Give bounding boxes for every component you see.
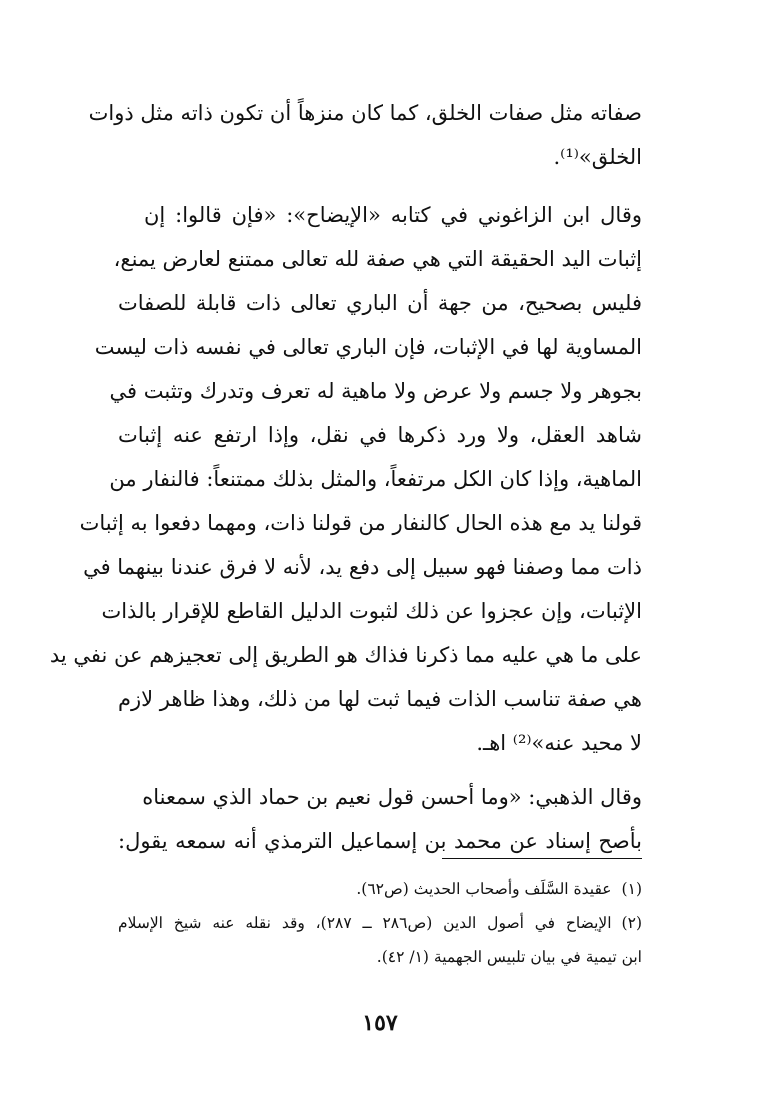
body-line: الماهية، وإذا كان الكل مرتفعاً، والمثل بذلك ممتنعاً: فالنفار من [109,467,642,491]
paragraph-start-line: وقال الذهبي: «وما أحسن قول نعيم بن حماد الذي سمعناه [142,785,642,809]
body-line: ذات مما وصفنا فهو سبيل إلى دفع يد، لأنه لا فرق عندنا بينهما في [83,555,642,579]
footnote-number: (١) [621,880,642,898]
body-line: شاهد العقل، ولا ورد ذكرها في نقل، وإذا ارتفع عنه إثبات [118,423,642,447]
body-line: بجوهر ولا جسم ولا عرض ولا ماهية له تعرف وتدرك وتثبت في [109,379,642,403]
body-line: الخلق»⁽¹⁾. [553,145,642,169]
body-line: لا محيد عنه»⁽²⁾ اهـ. [476,731,642,755]
body-line: على ما هي عليه مما ذكرنا فذاك هو الطريق إلى تعجيزهم عن نفي يد [49,643,642,667]
paragraph-start-line: وقال ابن الزاغوني في كتابه «الإيضاح»: «فإن قالوا: إن [144,203,642,227]
footnote-text: عقيدة السَّلَف وأصحاب الحديث (ص٦٢). [356,880,612,898]
footnote-text: الإيضاح في أصول الدين (ص٢٨٦ ــ ٢٨٧)، وقد نقله عنه شيخ الإسلام [118,914,612,932]
footnote-separator [442,858,642,859]
footnote-2 [118,910,642,936]
footnote-number: (٢) [621,914,642,932]
body-line: فليس بصحيح، من جهة أن الباري تعالى ذات قابلة للصفات [118,291,642,315]
body-line: بأصح إسناد عن محمد بن إسماعيل الترمذي أنه سمعه يقول: [118,829,642,853]
body-line: قولنا يد مع هذه الحال كالنفار من قولنا ذات، ومهما دفعوا به إثبات [79,511,642,535]
page-number: ١٥٧ [362,1010,398,1036]
body-line: إثبات اليد الحقيقة التي هي صفة لله تعالى ممتنع لعارض يمنع، [113,247,642,271]
footnote-1 [118,876,642,902]
body-line: صفاته مثل صفات الخلق، كما كان منزهاً أن تكون ذاته مثل ذوات [88,101,642,125]
body-line: المساوية لها في الإثبات، فإن الباري تعالى في نفسه ذات ليست [94,335,642,359]
body-line: الإثبات، وإن عجزوا عن ذلك لثبوت الدليل القاطع للإقرار بالذات [101,599,642,623]
body-line: هي صفة تناسب الذات فيما ثبت لها من ذلك، وهذا ظاهر لازم [118,687,642,711]
footnote-2-continuation: ابن تيمية في بيان تلبيس الجهمية (١/ ٤٢). [376,948,642,966]
